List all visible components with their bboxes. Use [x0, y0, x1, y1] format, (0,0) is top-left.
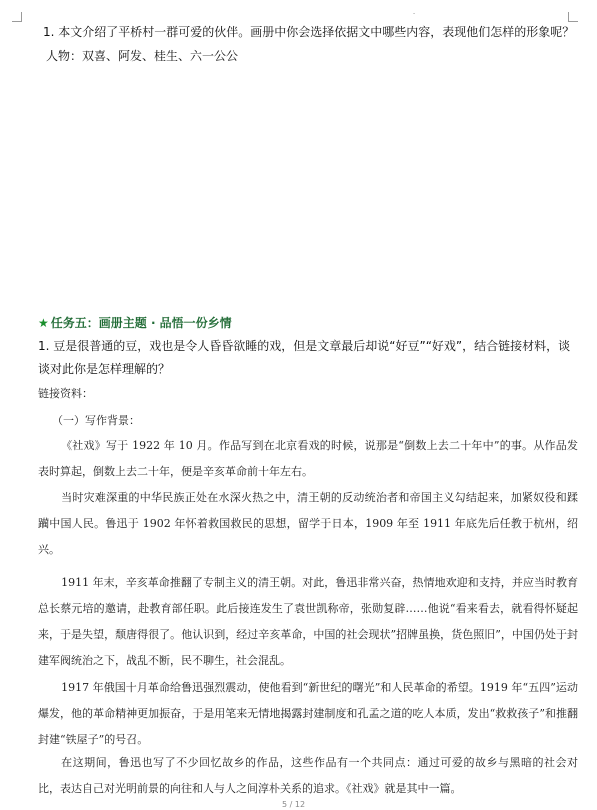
paragraph-3: 1911 年末，辛亥革命推翻了专制主义的清王朝。对此，鲁迅非常兴奋，热情地欢迎和支持，并应当时教育总长蔡元培的邀请，赴教育部任职。此后接连发生了袁世凯称帝，张勋复辟……他说“看来看去，就看得怀疑起来，于是失望，颓唐得很了。他认识到，经过辛亥革命，中国的社会现状”招牌虽换，货色照旧”，中国仍处于封建军阀统治之下，战乱不断，民不聊生，社会混乱。 — [38, 576, 578, 667]
crop-mark-top-left — [12, 12, 22, 22]
paragraph-4: 1917 年俄国十月革命给鲁迅强烈震动，使他看到“新世纪的曙光”和人民革命的希望。1919 年“五四”运动爆发，他的革命精神更加振奋，于是用笔来无情地揭露封建制度和孔孟之道的吃人本质，发出“救救孩子”和推翻封建“铁屋子”的号召。 — [38, 681, 578, 746]
paragraph-2: 当时灾难深重的中华民族正处在水深火热之中，清王朝的反动统治者和帝国主义勾结起来，加紧奴役和蹂躏中国人民。鲁迅于 1902 年怀着救国救民的思想，留学于日本，1909 年至 1911 年底先后任教于杭州，绍兴。 — [38, 491, 578, 556]
background-label: （一）写作背景： — [52, 414, 140, 427]
task-5-heading — [38, 314, 232, 332]
star-icon: ★ — [38, 316, 49, 330]
paragraph-1: 《社戏》写于 1922 年 10 月。作品写到在北京看戏的时候，说那是“倒数上去二十年中”的事。从作品发表时算起，倒数上去二十年，便是辛亥革命前十年左右。 — [38, 439, 578, 478]
task-5-title: 任务五：画册主题 · 品悟一份乡情 — [50, 316, 232, 330]
page-number: 5 / 12 — [282, 800, 306, 809]
question-1: 1. 本文介绍了平桥村一群可爱的伙伴。画册中你会选择依据文中哪些内容，表现他们怎样的形象呢？ — [43, 25, 575, 39]
materials-label: 链接资料： — [38, 387, 93, 400]
paragraph-5: 在这期间，鲁迅也写了不少回忆故乡的作品，这些作品有一个共同点：通过可爱的故乡与黑暗的社会对比，表达自己对光明前景的向往和人与人之间淳朴关系的追求。《社戏》就是其中一篇。 — [38, 756, 578, 795]
crop-mark-top-right — [568, 12, 578, 22]
question-2: 1. 豆是很普通的豆，戏也是令人昏昏欲睡的戏，但是文章最后却说“好豆”“好戏”，结合链接材料，谈谈对此你是怎样理解的？ — [38, 339, 571, 376]
page-mark: - — [413, 10, 416, 17]
people-list: 人物：双喜、阿发、桂生、六一公公 — [46, 49, 239, 63]
